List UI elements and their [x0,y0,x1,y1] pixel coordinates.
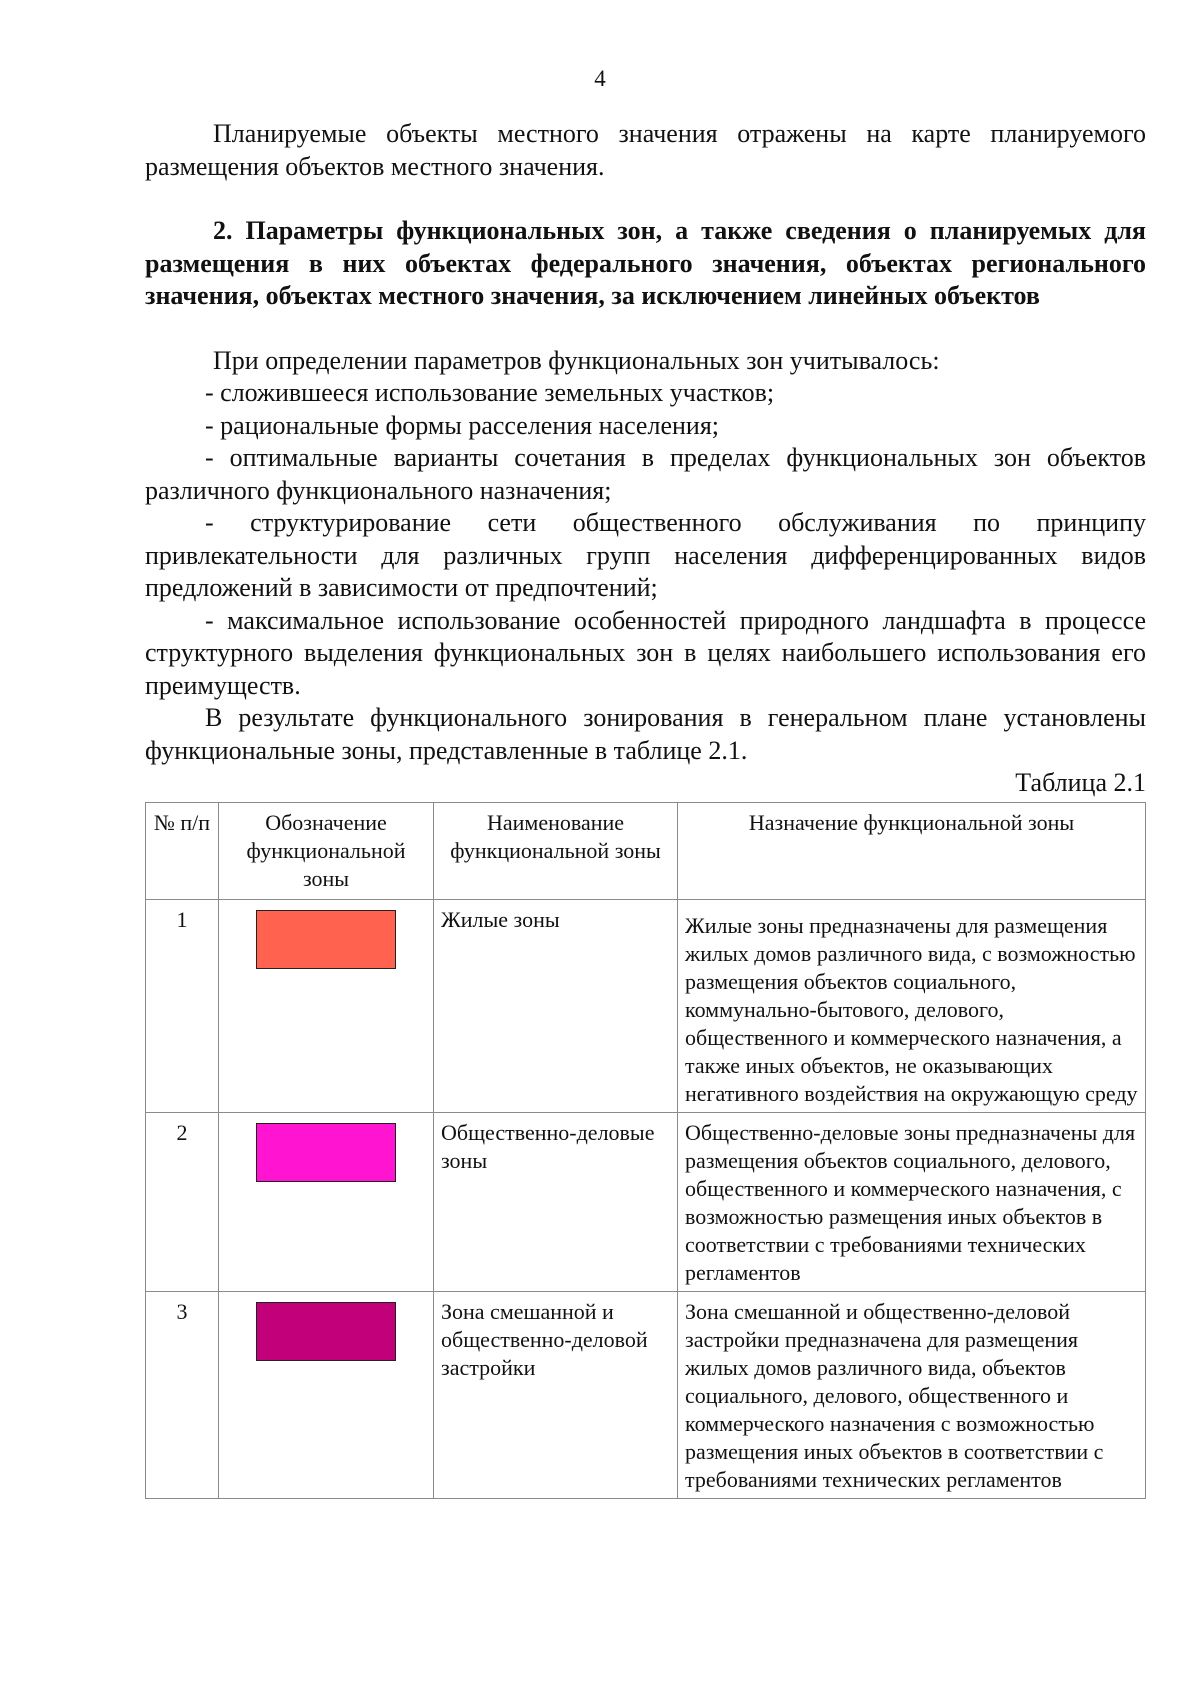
params-intro: При определении параметров функциональных зон учитывалось: [213,345,940,375]
header-symbol: Обозначение функциональной зоны [219,802,434,899]
zone-symbol-cell [219,899,434,1112]
color-swatch [256,1123,396,1182]
result-paragraph: В результате функционального зонирования в генеральном плане установлены функциональные зоны, представленные в таблице 2.1. [145,703,1146,765]
row-num: 2 [146,1112,219,1291]
color-swatch [256,1302,396,1361]
table-caption: Таблица 2.1 [1015,768,1146,797]
header-purpose: Назначение функциональной зоны [678,802,1146,899]
zone-purpose: Общественно-деловые зоны предназначены для размещения объектов социального, делового, общественного и коммерческого назначения, с возможностью размещения иных объектов в соответствии с требованиями технических регламентов [678,1112,1146,1291]
color-swatch [256,910,396,969]
table-row [146,1112,1146,1291]
zone-purpose: Зона смешанной и общественно-деловой застройки предназначена для размещения жилых домов различного вида, объектов социального, делового, общественного и коммерческого назначения с возможностью размещения иных объектов в соответствии с требованиями технических регламентов [678,1291,1146,1498]
row-num: 3 [146,1291,219,1498]
bullet-item: - сложившееся использование земельных участков; [205,378,775,407]
document-body [145,118,1146,1499]
zone-symbol-cell [219,1291,434,1498]
row-num: 1 [146,899,219,1112]
section-heading: 2. Параметры функциональных зон, а также сведения о планируемых для размещения в них объектах федерального значения, объектах регионального значения, объектах местного значения, за исключением линейных объектов [145,216,1146,310]
table-row [146,899,1146,1112]
zones-table [145,802,1146,1499]
table-header-row [146,802,1146,899]
zone-name: Общественно-деловые зоны [434,1112,678,1291]
header-name: Наименование функциональной зоны [434,802,678,899]
zone-name: Жилые зоны [434,899,678,1112]
header-num: № п/п [146,802,219,899]
bullet-item: - оптимальные варианты сочетания в пределах функциональных зон объектов различного функционального назначения; [145,443,1146,505]
page-number: 4 [594,66,606,91]
intro-paragraph: Планируемые объекты местного значения отражены на карте планируемого размещения объектов местного значения. [145,119,1146,181]
zone-purpose: Жилые зоны предназначены для размещения жилых домов различного вида, с возможностью размещения объектов социального, коммунально-бытового, делового, общественного и коммерческого назначения, а также иных объектов, не оказывающих негативного воздействия на окружающую среду [678,899,1146,1112]
bullet-item: - рациональные формы расселения населения; [205,410,719,440]
bullet-item: - максимальное использование особенностей природного ландшафта в процессе структурного выделения функциональных зон в целях наибольшего использования его преимуществ. [145,605,1146,700]
zone-symbol-cell [219,1112,434,1291]
bullet-item: - структурирование сети общественного обслуживания по принципу привлекательности для различных групп населения дифференцированных видов предложений в зависимости от предпочтений; [145,508,1146,602]
zone-name: Зона смешанной и общественно-деловой застройки [434,1291,678,1498]
table-row [146,1291,1146,1498]
